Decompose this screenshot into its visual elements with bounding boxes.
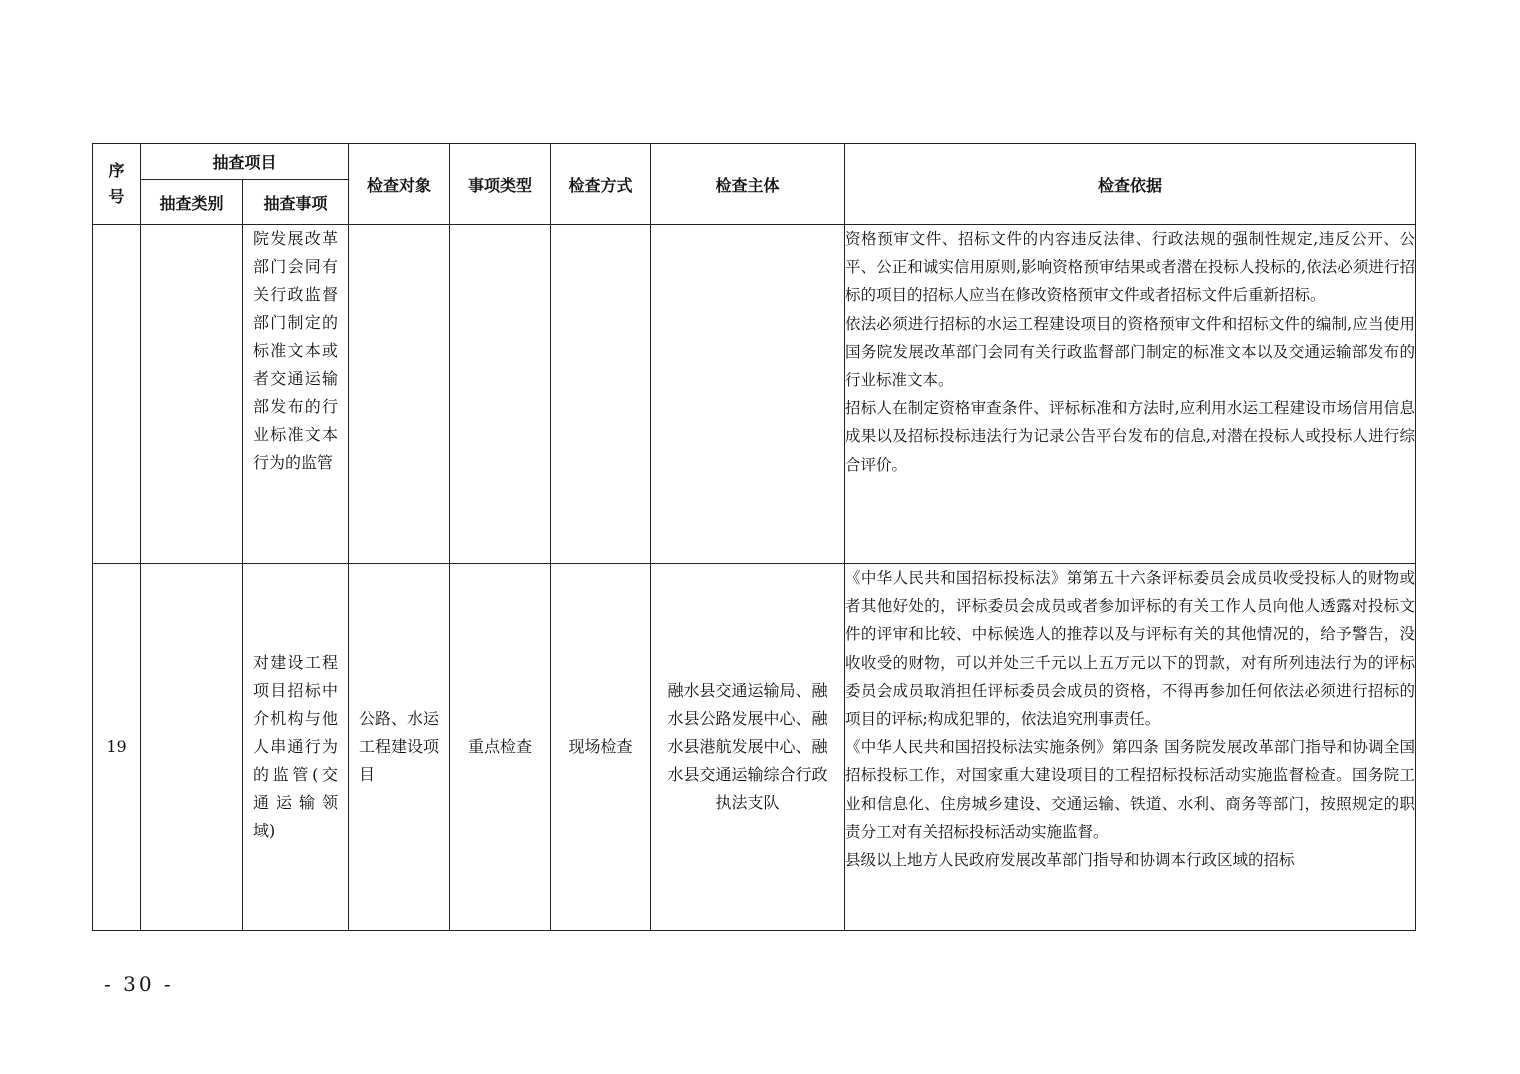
row-object-text: 公路、水运工程建设项目 (359, 709, 440, 784)
header-seq (93, 144, 141, 225)
header-method: 检查方式 (551, 144, 651, 225)
header-type: 事项类型 (450, 144, 551, 225)
row-basis-cell (845, 564, 1416, 931)
row-type-cell: 重点检查 (450, 564, 551, 931)
row-category-cell (141, 225, 243, 564)
inspection-table (92, 143, 1416, 931)
table-row (93, 225, 1416, 564)
basis-paragraph: 资格预审文件、招标文件的内容违反法律、行政法规的强制性规定,违反公开、公平、公正和诚实信用原则,影响资格预审结果或者潜在投标人投标的,依法必须进行招标的项目的招标人应当在修改资格预审文件或者招标文件后重新招标。 (845, 230, 1416, 305)
header-subject: 检查主体 (651, 144, 845, 225)
row-subject-text: 融水县交通运输局、融水县公路发展中心、融水县港航发展中心、融水县交通运输综合行政执法支队 (667, 681, 828, 812)
row-matter-cell (243, 225, 349, 564)
header-category: 抽查类别 (141, 180, 243, 225)
row-subject-cell (651, 564, 845, 931)
basis-paragraph: 招标人在制定资格审查条件、评标标准和方法时,应利用水运工程建设市场信用信息成果以及招标投标违法行为记录公告平台发布的信息,对潜在投标人或投标人进行综合评价。 (845, 399, 1416, 474)
table-row (93, 564, 1416, 931)
row-seq-cell: 19 (93, 564, 141, 931)
row-object-cell (349, 225, 450, 564)
row-seq-cell (93, 225, 141, 564)
header-basis: 检查依据 (845, 144, 1416, 225)
row-method-cell (551, 225, 651, 564)
row-object-cell (349, 564, 450, 931)
row-category-cell (141, 564, 243, 931)
header-seq-label: 序号 (108, 161, 125, 206)
row-matter-cell (243, 564, 349, 931)
basis-paragraph: 依法必须进行招标的水运工程建设项目的资格预审文件和招标文件的编制,应当使用国务院发展改革部门会同有关行政监督部门制定的标准文本以及交通运输部发布的行业标准文本。 (845, 314, 1416, 390)
header-object: 检查对象 (349, 144, 450, 225)
basis-paragraph: 《中华人民共和国招投标法实施条例》第四条 国务院发展改革部门指导和协调全国招标投标工作，对国家重大建设项目的工程招标投标活动实施监督检查。国务院工业和信息化、住房城乡建设、交通运输、铁道、水利、商务等部门，按照规定的职责分工对有关招标投标活动实施监督。 (845, 738, 1416, 841)
header-matter: 抽查事项 (243, 180, 349, 225)
row-method-cell: 现场检查 (551, 564, 651, 931)
page-number: - 30 - (104, 972, 174, 996)
row-matter-text: 对建设工程项目招标中介机构与他人串通行为的监管(交通运输领域) (253, 653, 339, 840)
header-item-group: 抽查项目 (141, 144, 349, 180)
basis-paragraph: 县级以上地方人民政府发展改革部门指导和协调本行政区域的招标 (845, 851, 1295, 870)
row-type-cell (450, 225, 551, 564)
row-matter-text: 院发展改革部门会同有关行政监督部门制定的标准文本或者交通运输部发布的行业标准文本行为的监管 (253, 229, 339, 472)
row-basis-cell (845, 225, 1416, 564)
basis-paragraph: 《中华人民共和国招标投标法》第第五十六条评标委员会成员收受投标人的财物或者其他好处的，评标委员会成员或者参加评标的有关工作人员向他人透露对投标文件的评审和比较、中标候选人的推荐以及与评标有关的其他情况的，给予警告，没收收受的财物，可以并处三千元以上五万元以下的罚款，对有所列违法行为的评标委员会成员取消担任评标委员会成员的资格，不得再参加任何依法必须进行招标的项目的评标;构成犯罪的，依法追究刑事责任。 (845, 569, 1416, 729)
row-subject-cell (651, 225, 845, 564)
inspection-table-container (92, 143, 1415, 931)
